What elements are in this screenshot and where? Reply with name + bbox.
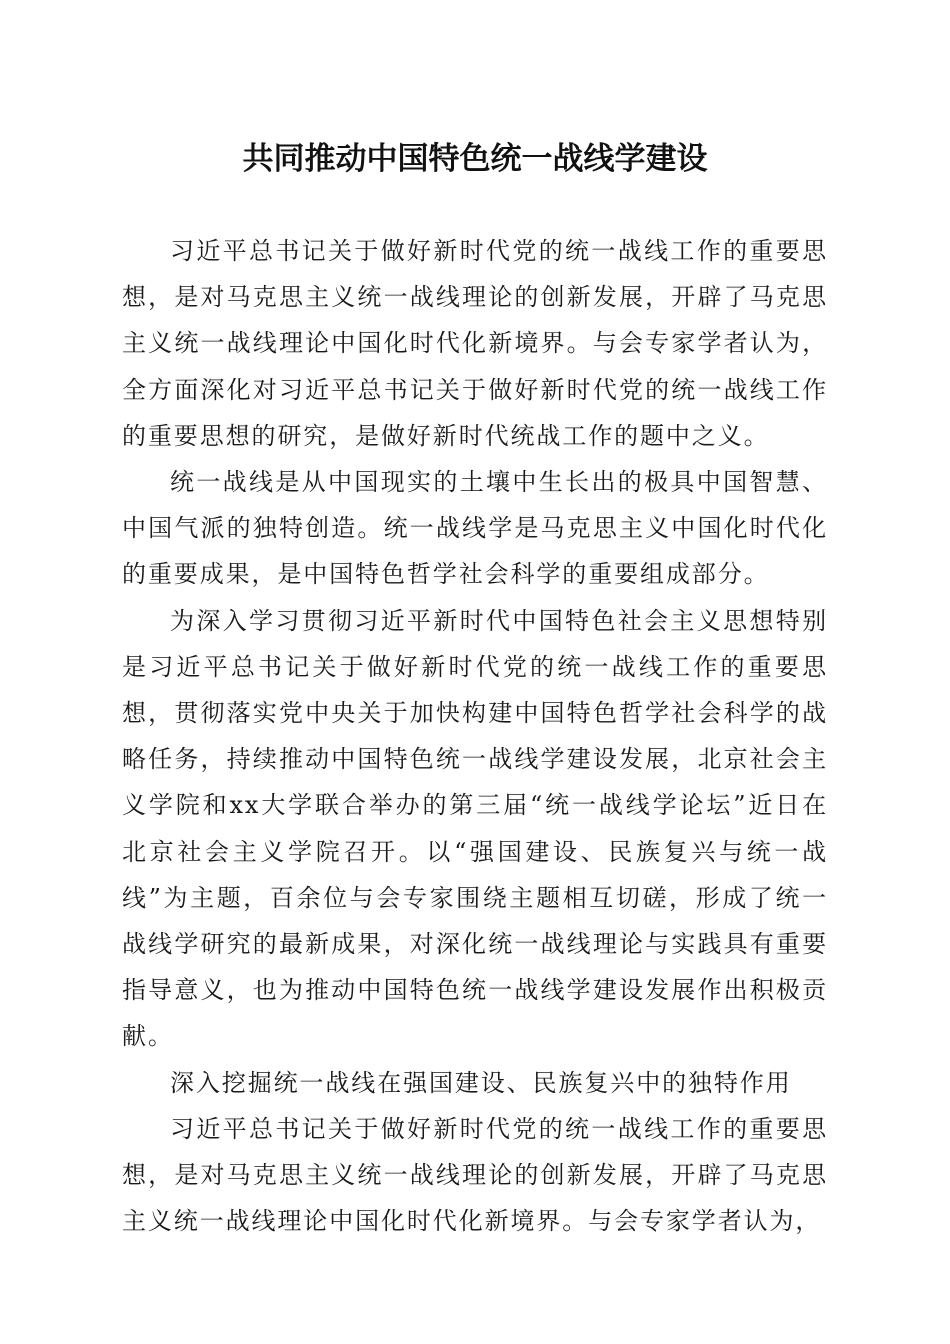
document-title: 共同推动中国特色统一战线学建设 xyxy=(242,141,708,177)
paragraph-4: 习近平总书记关于做好新时代党的统一战线工作的重要思想，是对马克思主义统一战线理论的创新发展，开辟了马克思主义统一战线理论中国化时代化新境界。与会专家学者认为， xyxy=(122,1114,828,1236)
paragraph-2: 统一战线是从中国现实的土壤中生长出的极具中国智慧、中国气派的独特创造。统一战线学是马克思主义中国化时代化的重要成果，是中国特色哲学社会科学的重要组成部分。 xyxy=(122,468,828,589)
section-subheading: 深入挖掘统一战线在强国建设、民族复兴中的独特作用 xyxy=(170,1068,792,1097)
document-body xyxy=(122,228,828,1244)
paragraph-1: 习近平总书记关于做好新时代党的统一战线工作的重要思想，是对马克思主义统一战线理论的创新发展，开辟了马克思主义统一战线理论中国化时代化新境界。与会专家学者认为，全方面深化对习近平总书记关于做好新时代党的统一战线工作的重要思想的研究，是做好新时代统战工作的题中之义。 xyxy=(122,237,828,450)
paragraph-3: 为深入学习贯彻习近平新时代中国特色社会主义思想特别是习近平总书记关于做好新时代党的统一战线工作的重要思想，贯彻落实党中央关于加快构建中国特色哲学社会科学的战略任务，持续推动中国特色统一战线学建设发展，北京社会主义学院和xx大学联合举办的第三届“统一战线学论坛”近日在北京社会主义学院召开。以“强国建设、民族复兴与统一战线”为主题，百余位与会专家围绕主题相互切磋，形成了统一战线学研究的最新成果，对深化统一战线理论与实践具有重要指导意义，也为推动中国特色统一战线学建设发展作出积极贡献。 xyxy=(122,606,828,1051)
